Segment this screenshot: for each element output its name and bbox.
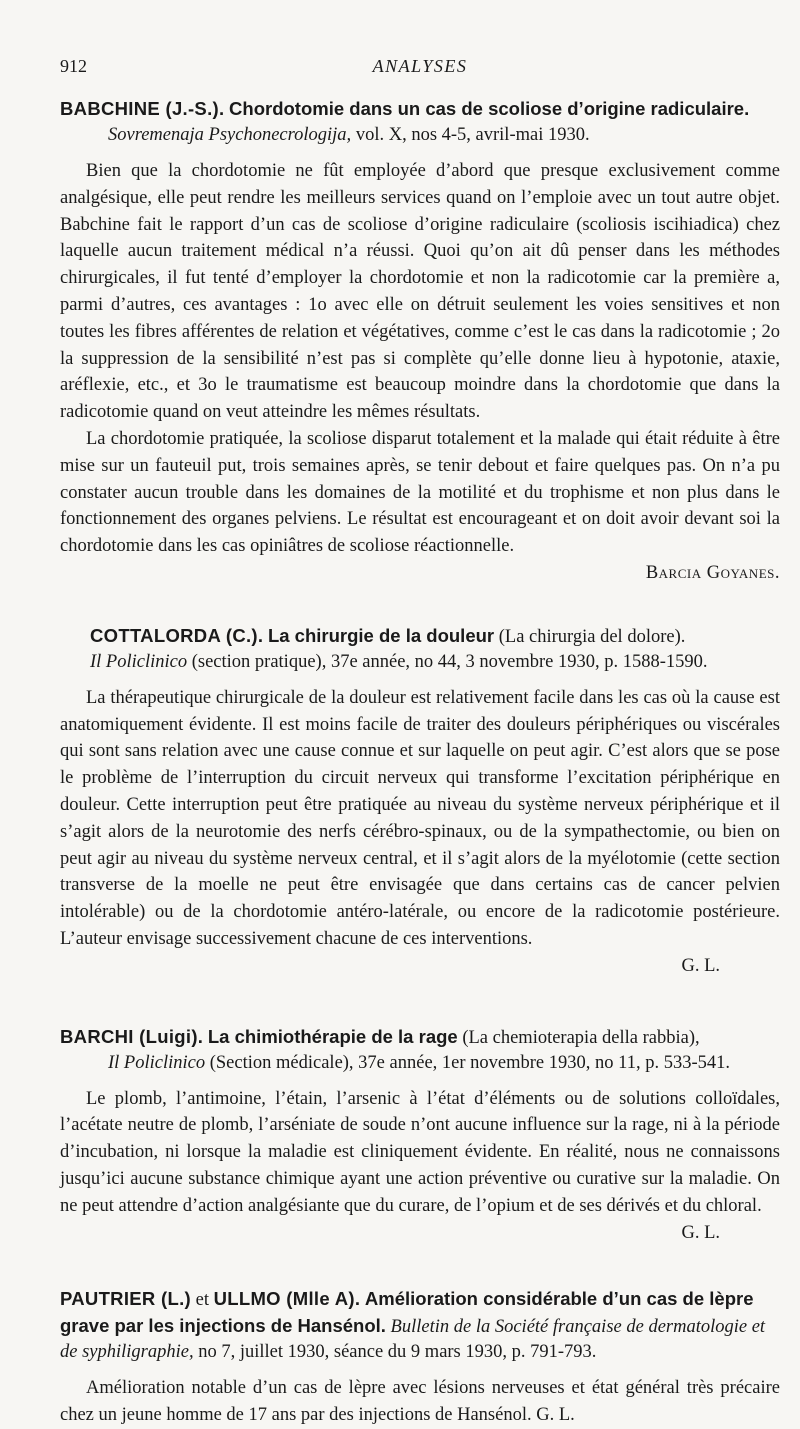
- article-heading: [60, 1024, 780, 1076]
- article-signature: Barcia Goyanes.: [645, 562, 780, 583]
- article-source-detail: no 7, juillet 1930, séance du 9 mars 1930, p. 791-793.: [198, 1342, 597, 1363]
- article-body: [60, 158, 780, 587]
- article-babchine: [60, 96, 780, 587]
- article-body: [60, 1375, 780, 1429]
- article-author: BABCHINE (J.-S.).: [60, 98, 225, 119]
- article-heading: [60, 623, 780, 675]
- article-title-note: (La chemioterapia della rabbia),: [462, 1027, 700, 1048]
- article-paragraph: La chordotomie pratiquée, la scoliose disparut totalement et la malade qui était réduite à être mise sur un fauteuil put, trois semaines après, se tenir debout et faire quelques pas. On n’a pu constater aucun trouble dans les domaines de la motilité et du trophisme et non plus dans le fonctionnement des organes pelviens. Le résultat est encourageant et on doit avoir devant soi la chordotomie dans les cas opiniâtres de scoliose réactionnelle.: [60, 428, 780, 557]
- article-heading: [60, 96, 780, 148]
- article-title: Amélioration considérable d’un cas de lèpre grave par les injections de Hansénol.: [60, 1288, 754, 1337]
- page: [60, 56, 780, 1429]
- article-source-journal: Bulletin de la Société française de dermatologie et de syphiligraphie,: [60, 1317, 766, 1363]
- article-pautrier: [60, 1286, 780, 1429]
- article-source-journal: Sovremenaja Psychonecrologija,: [108, 125, 352, 145]
- article-paragraph: [60, 1375, 780, 1429]
- running-head: ANALYSES: [372, 56, 468, 76]
- article-author: BARCHI (Luigi).: [60, 1025, 204, 1047]
- article-paragraph: Bien que la chordotomie ne fût employée d’abord que presque exclusivement comme analgésique, elle peut rendre les meilleurs services quand on l’emploie avec un tout autre objet. Babchine fait le rapport d’un cas de scoliose d’origine radiculaire (scoliosis iscihiadica) chez laquelle aucun traitement médical n’a réussi. Quoi qu’on ait dû penser dans les méthodes chirurgicales, il fut tenté d’employer la chordotomie et non la radicotomie car la première a, parmi d’autres, ces avantages : 1o avec elle on détruit seulement les voies sensitives et non toutes les fibres afférentes de relation et végétatives, comme c’est le cas dans la radicotomie ; 2o la suppression de la sensibilité n’est pas si complète qu’elle donne lieu à hypotonie, ataxie, aréflexie, etc., et 3o le traumatisme est beaucoup moindre dans la chordotomie que dans la radicotomie quand on veut atteindre les mêmes résultats.: [60, 161, 780, 423]
- article-source-detail: (section pratique), 37e année, no 44, 3 novembre 1930, p. 1588-1590.: [191, 651, 708, 672]
- article-heading: [60, 1286, 780, 1365]
- article-author: PAUTRIER (L.): [60, 1288, 191, 1310]
- article-author-2: ULLMO (Mlle A).: [213, 1288, 361, 1310]
- article-signature: G. L.: [681, 1222, 720, 1243]
- article-source-detail: vol. X, nos 4-5, avril-mai 1930.: [355, 125, 590, 145]
- page-header: [60, 56, 780, 86]
- article-body: [60, 685, 780, 980]
- article-title-note: (La chirurgia del dolore).: [498, 626, 686, 647]
- article-title: La chirurgie de la douleur: [267, 624, 495, 646]
- article-barchi: [60, 1024, 780, 1247]
- article-paragraph: La thérapeutique chirurgicale de la douleur est relativement facile dans les cas où la cause est anatomiquement évidente. Il est moins facile de traiter des douleurs périphériques ou viscérales qui sont sans relation avec une cause connue et sur laquelle on peut agir. C’est alors que se pose le problème de l’interruption du circuit nerveux qui transforme l’excitation périphérique en douleur. Cette interruption peut être pratiquée au niveau du système nerveux périphérique et il s’agit alors de la neurotomie des nerfs cérébro-spinaux, ou de la sympathectomie, ou bien on peut agir au niveau du système nerveux central, et il s’agit alors de la myélotomie (cette section transverse de la moelle ne peut être envisagée que dans certains cas de cancer pelvien intolérable) ou de la chordotomie antéro-latérale, ou encore de la radicotomie postérieure. L’auteur envisage successivement chacune de ces interventions.: [60, 687, 780, 949]
- article-signature: G. L.: [536, 1405, 575, 1426]
- article-source-journal: Il Policlinico: [108, 1052, 206, 1073]
- article-paragraph-text: Amélioration notable d’un cas de lèpre avec lésions nerveuses et état général très précaire chez un jeune homme de 17 ans par des injections de Hansénol.: [60, 1378, 780, 1426]
- article-title: Chordotomie dans un cas de scoliose d’origine radiculaire.: [229, 98, 750, 119]
- article-signature: G. L.: [681, 955, 720, 976]
- article-paragraph: Le plomb, l’antimoine, l’étain, l’arsenic à l’état d’éléments ou de solutions colloïdales, l’acétate neutre de plomb, l’arséniate de soude n’ont aucune influence sur la rage, ni à la période d’incubation, ni lorsque la maladie est cliniquement évidente. En réalité, nous ne connaissons jusqu’ici aucune substance chimique ayant une action préventive ou curative sur la maladie. On ne peut attendre d’action analgésiante que du curare, de l’opium et de ses dérivés et du chloral.: [60, 1088, 780, 1216]
- page-number: 912: [60, 56, 87, 76]
- article-cottalorda: [60, 623, 780, 980]
- article-title: La chimiothérapie de la rage: [207, 1025, 458, 1047]
- article-author: COTTALORDA (C.).: [90, 624, 264, 646]
- article-source-detail: (Section médicale), 37e année, 1er novembre 1930, no 11, p. 533-541.: [209, 1052, 730, 1073]
- article-source-journal: Il Policlinico: [90, 651, 188, 672]
- article-author-join: et: [195, 1290, 209, 1311]
- article-body: [60, 1086, 780, 1247]
